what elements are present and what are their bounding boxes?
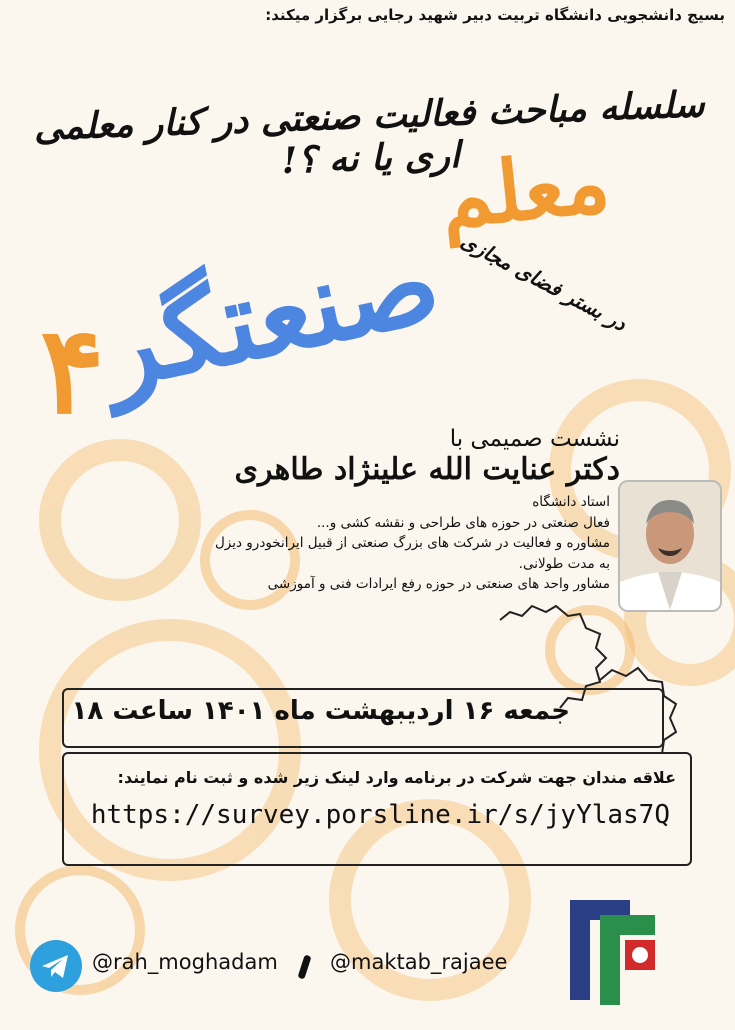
registration-link[interactable]: https://survey.porsline.ir/s/jyYlas7Q: [90, 800, 670, 830]
speaker-name: دکتر عنایت الله علینژاد طاهری: [234, 452, 620, 487]
registration-text: علاقه مندان جهت شرکت در برنامه وارد لینک زیر شده و ثبت نام نمایند:: [117, 768, 676, 787]
telegram-handle[interactable]: @rah_moghadam: [92, 950, 278, 974]
instagram-handle[interactable]: @maktab_rajaee: [330, 950, 508, 974]
brand-tagline: در بستر فضای مجازی: [457, 228, 631, 336]
bio-line: استاد دانشگاه: [532, 494, 610, 510]
bio-line: فعال صنعتی در حوزه های طراحی و نقشه کشی و...: [316, 514, 610, 531]
brand-number: ۴: [40, 300, 105, 441]
telegram-icon[interactable]: [30, 940, 82, 992]
speaker-bio: [170, 492, 610, 595]
brand-word-teacher: معلم: [435, 131, 614, 248]
session-label: نشست صمیمی با: [449, 426, 620, 452]
bio-line: مشاور واحد های صنعتی در حوزه رفع ایرادات فنی و آموزشی: [267, 576, 610, 592]
bio-line: مشاوره و فعالیت در شرکت های بزرگ صنعتی از قبیل ایرانخودرو دیزل: [214, 535, 610, 551]
bio-line: به مدت طولانی.: [518, 555, 610, 572]
basij-logo: [545, 880, 665, 1010]
speaker-photo: [618, 480, 722, 612]
brand-word-industrialist: صنعتگر: [90, 216, 451, 415]
event-datetime: جمعه ۱۶ اردیبهشت ماه ۱۴۰۱ ساعت ۱۸: [71, 696, 570, 726]
series-title: سلسله مباحث فعالیت صنعتی در کنار معلمی اری یا نه ؟!: [33, 83, 706, 183]
organizer-line: بسیج دانشجویی دانشگاه تربیت دبیر شهید رجایی برگزار میکند:: [265, 6, 725, 24]
